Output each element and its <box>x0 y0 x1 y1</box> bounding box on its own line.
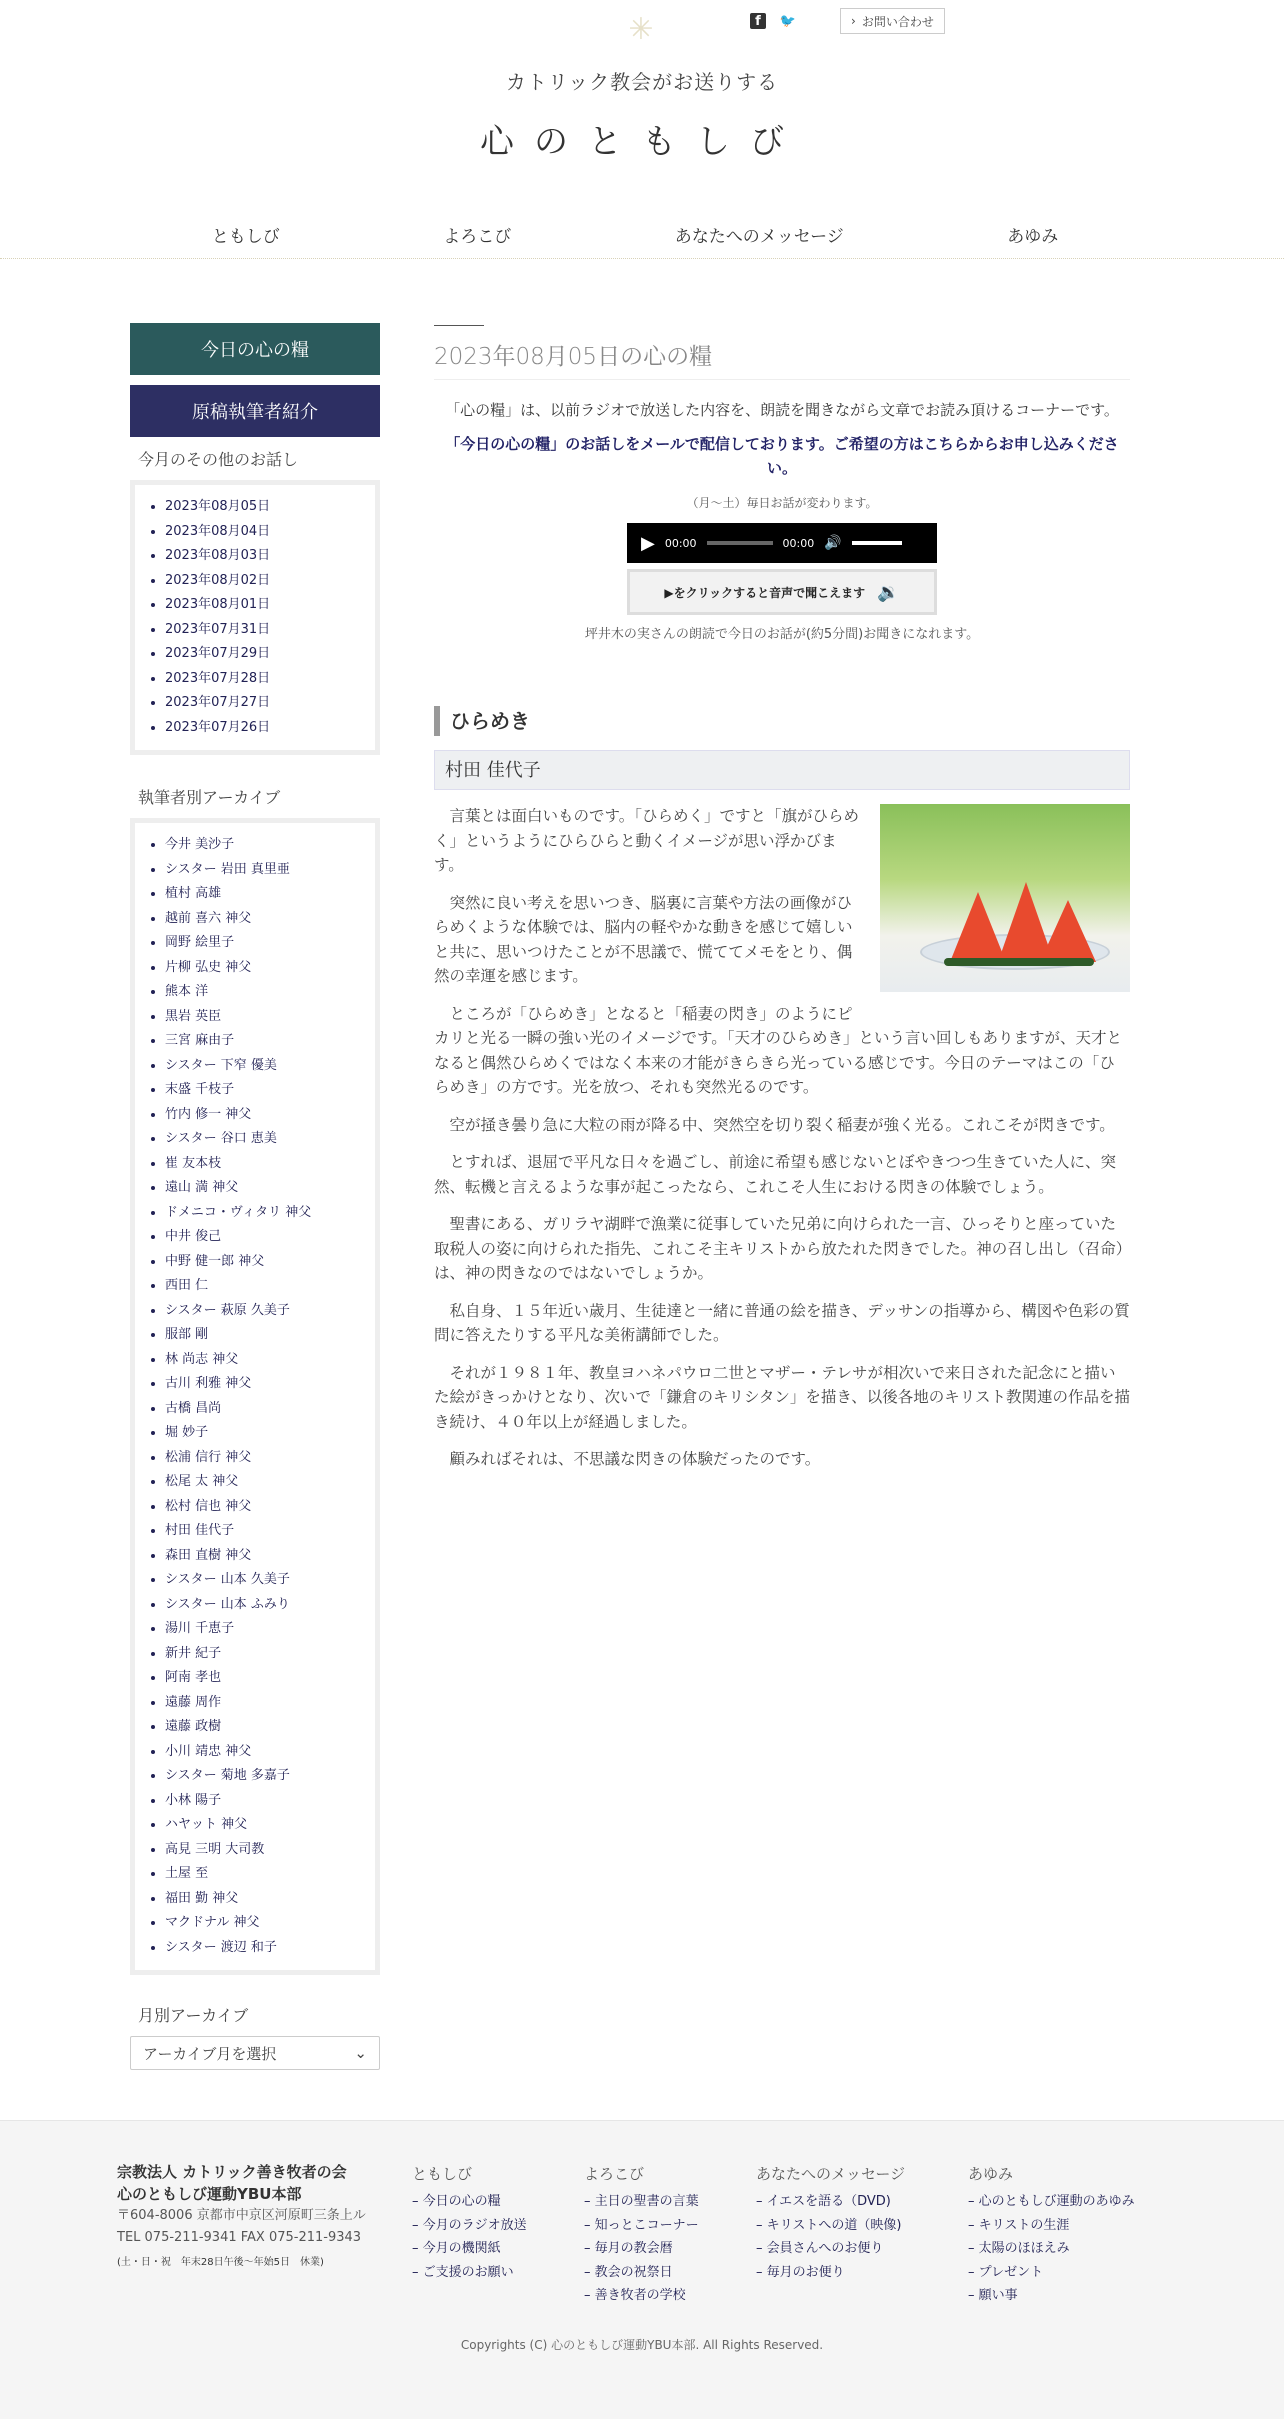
author-link[interactable]: • 小川 靖忠 神父 <box>165 1740 365 1765</box>
today-kokoro-button[interactable]: 今日の心の糧 <box>130 323 380 375</box>
author-link[interactable]: • 植村 高雄 <box>165 882 365 907</box>
footer-list <box>968 2190 1135 2308</box>
footer-list <box>412 2190 527 2284</box>
footer-link[interactable]: – 今月の機関紙 <box>412 2241 501 2256</box>
footer-link[interactable]: – 心のともしび運動のあゆみ <box>968 2194 1135 2209</box>
site-title[interactable]: 心のともしび <box>480 122 804 162</box>
footer-link[interactable]: – 毎月の教会暦 <box>584 2241 673 2256</box>
author-link[interactable]: • 森田 直樹 神父 <box>165 1544 365 1569</box>
author-link[interactable]: • 黒岩 英臣 <box>165 1005 365 1030</box>
footer-col-title[interactable]: よろこび <box>584 2165 645 2183</box>
nav-item-ayumi[interactable]: あゆみ <box>1007 227 1059 247</box>
footer-link[interactable]: – 願い事 <box>968 2288 1018 2303</box>
footer-list <box>584 2190 699 2308</box>
footer-link[interactable]: – イエスを語る（DVD) <box>756 2194 891 2209</box>
author-link[interactable]: • 新井 紀子 <box>165 1642 365 1667</box>
article-paragraph: 聖書にある、ガリラヤ湖畔で漁業に従事していた兄弟に向けられた一言、ひっそりと座っていた取税人の姿に向けられた指先、これこそ主キリストから放たれた閃きでした。神の召し出し（召命）は、神の閃きなのではないでしょうか。 <box>434 1215 1124 1282</box>
contact-label: お問い合わせ <box>861 14 934 29</box>
sidebar <box>130 323 380 2070</box>
star-logo-icon: ✳ <box>628 12 654 47</box>
author-link[interactable]: • 西田 仁 <box>165 1274 365 1299</box>
author-link[interactable]: • 福田 勤 神父 <box>165 1887 365 1912</box>
author-link[interactable]: • シスター 渡辺 和子 <box>165 1936 365 1961</box>
listen-hint-box <box>627 569 937 615</box>
author-link[interactable]: • 岡野 絵里子 <box>165 931 365 956</box>
date-link[interactable]: • 2023年07月29日 <box>165 642 365 667</box>
author-link[interactable]: • 服部 剛 <box>165 1323 365 1348</box>
month-archive-select[interactable] <box>130 2036 380 2070</box>
twitter-icon[interactable]: 🐦 <box>779 13 797 29</box>
reader-note: 坪井木の実さんの朗読で今日のお話が(約5分間)お聞きになれます。 <box>584 627 980 642</box>
date-link[interactable]: • 2023年07月31日 <box>165 618 365 643</box>
nav-item-yorokobi[interactable]: よろこび <box>443 227 512 247</box>
author-list <box>165 833 365 1960</box>
author-link[interactable]: • 村田 佳代子 <box>165 1519 365 1544</box>
footer-link[interactable]: – 太陽のほほえみ <box>968 2241 1070 2256</box>
footer-col-yorokobi <box>584 2163 699 2308</box>
date-link[interactable]: • 2023年07月28日 <box>165 667 365 692</box>
nav-item-message[interactable]: あなたへのメッセージ <box>674 227 844 247</box>
author-link[interactable]: • 熊本 洋 <box>165 980 365 1005</box>
org-name: 宗教法人 カトリック善き牧者の会 <box>117 2163 347 2181</box>
watermelon-slice <box>1040 900 1096 962</box>
article-paragraph: 顧みればそれは、不思議な閃きの体験だったのです。 <box>449 1450 821 1468</box>
article-paragraph: 空が掻き曇り急に大粒の雨が降る中、突然空を切り裂く稲妻が強く光る。これこそが閃きです。 <box>449 1115 1115 1134</box>
footer-link[interactable]: – プレゼント <box>968 2264 1044 2280</box>
author-name: 村田 佳代子 <box>434 750 1130 790</box>
footer-col-ayumi <box>968 2163 1135 2308</box>
chevron-right-icon: › <box>851 14 856 28</box>
month-archive-heading: 月別アーカイブ <box>138 2006 249 2025</box>
footer-link[interactable]: – 会員さんへのお便り <box>756 2241 884 2256</box>
author-list-box <box>130 818 380 1975</box>
global-nav <box>130 222 1140 252</box>
article-paragraph: 私自身、１５年近い歳月、生徒達と一緒に普通の絵を描き、デッサンの指導から、構図や色彩の質問に答えたりする平凡な美術講師でした。 <box>434 1301 1130 1344</box>
author-link[interactable]: • 湯川 千恵子 <box>165 1617 365 1642</box>
author-link[interactable]: • 遠藤 周作 <box>165 1691 365 1716</box>
author-link[interactable]: • 林 尚志 神父 <box>165 1348 365 1373</box>
author-link[interactable]: • 今井 美沙子 <box>165 833 365 858</box>
author-link[interactable]: • 松尾 太 神父 <box>165 1470 365 1495</box>
footer-link[interactable]: – キリストへの道（映像) <box>756 2217 902 2233</box>
author-link[interactable]: • 片柳 弘史 神父 <box>165 956 365 981</box>
author-link[interactable]: • 松村 信也 神父 <box>165 1495 365 1520</box>
author-link[interactable]: • 竹内 修一 神父 <box>165 1103 365 1128</box>
date-link[interactable]: • 2023年07月26日 <box>165 716 365 741</box>
author-link[interactable]: • 小林 陽子 <box>165 1789 365 1814</box>
author-link[interactable]: • 中井 俊己 <box>165 1225 365 1250</box>
volume-slider[interactable] <box>852 541 902 545</box>
date-list-box <box>130 480 380 755</box>
article-paragraph: ところが「ひらめき」となると「稲妻の閃き」のようにピカリと光る一瞬の強い光のイメージです。「天才のひらめき」という言い回しもありますが、天才となると偶然ひらめくではなく本来の才能がきらきら光っている感じです。今日のテーマはこの「ひらめき」の方です。光を放つ、それも突然光るのです。 <box>434 1004 1123 1096</box>
article-body <box>434 804 1130 1472</box>
date-link[interactable]: • 2023年07月27日 <box>165 691 365 716</box>
author-link[interactable]: • シスター 山本 ふみり <box>165 1593 365 1618</box>
page-title: 2023年08月05日の心の糧 <box>434 338 1130 380</box>
article-paragraph: 言葉とは面白いものです。「ひらめく」ですと「旗がひらめく」というようにひらひらと動くイメージが思い浮かびます。 <box>434 807 860 874</box>
audio-player <box>627 523 937 563</box>
author-link[interactable]: • ハヤット 神父 <box>165 1813 365 1838</box>
author-link[interactable]: • マクドナル 神父 <box>165 1911 365 1936</box>
footer-link[interactable]: – 今日の心の糧 <box>412 2194 501 2209</box>
article-heading: ひらめき <box>434 706 1130 736</box>
mail-signup-link[interactable]: 「今日の心の糧」のお話しをメールで配信しております。ご希望の方はこちらからお申し込みください。 <box>445 435 1119 477</box>
nav-divider <box>0 258 1284 259</box>
footer-org <box>117 2161 397 2268</box>
nav-item-tomoshibi[interactable]: ともしび <box>211 227 280 247</box>
article-paragraph: 突然に良い考えを思いつき、脳裏に言葉や方法の画像がひらめくような体験では、脳内の軽やかな動きを感じて嬉しいと共に、思いつけたことが不思議で、慌ててメモをとり、偶然の幸運を感じます。 <box>434 893 853 985</box>
footer-col-title[interactable]: あゆみ <box>968 2165 1014 2183</box>
chevron-down-icon: ⌄ <box>354 2044 367 2062</box>
author-archive-heading: 執筆者別アーカイブ <box>138 788 281 807</box>
org-subname: 心のともしび運動YBU本部 <box>117 2185 302 2203</box>
date-link[interactable]: • 2023年08月02日 <box>165 569 365 594</box>
footer-link[interactable]: – 教会の祝祭日 <box>584 2264 673 2280</box>
footer-col-message <box>756 2163 905 2284</box>
org-hours: (土・日・祝 年末28日午後〜年始5日 休業) <box>117 2257 324 2268</box>
date-list <box>165 495 365 740</box>
author-link[interactable]: • 土屋 至 <box>165 1862 365 1887</box>
footer-link[interactable]: – 知っとこコーナー <box>584 2217 699 2233</box>
author-link[interactable]: • 末盛 千枝子 <box>165 1078 365 1103</box>
author-link[interactable]: • 中野 健一郎 神父 <box>165 1250 365 1275</box>
footer-link[interactable]: – ご支援のお願い <box>412 2264 514 2280</box>
author-link[interactable]: • 堀 妙子 <box>165 1421 365 1446</box>
footer-col-title[interactable]: ともしび <box>412 2165 473 2183</box>
author-link[interactable]: • シスター 岩田 真里亜 <box>165 858 365 883</box>
intro-text: 「心の糧」は、以前ラジオで放送した内容を、朗読を聞きながら文章でお読み頂けるコーナーです。 <box>445 401 1119 419</box>
article-paragraph: とすれば、退屈で平凡な日々を過ごし、前途に希望も感じないとぼやきつつ生きていた人に、突然、転機と言えるような事が起こったなら、これこそ人生における閃きの体験でしょう。 <box>434 1153 1117 1196</box>
top-social-bar <box>750 8 945 34</box>
footer-link[interactable]: – 善き牧者の学校 <box>584 2288 686 2303</box>
facebook-icon[interactable]: f <box>750 13 766 29</box>
volume-icon[interactable]: 🔊 <box>824 535 842 551</box>
article-paragraph: それが１９８１年、教皇ヨハネパウロ二世とマザー・テレサが相次いで来日された記念にと描いた絵がきっかけとなり、次いで「鎌倉のキリシタン」を描き、以後各地のキリスト教関連の作品を描き続け、４０年以上が経過しました。 <box>434 1363 1130 1431</box>
title-rule <box>434 325 484 326</box>
author-link[interactable]: • 三宮 麻由子 <box>165 1029 365 1054</box>
month-select-value: アーカイブ月を選択 <box>143 2044 277 2063</box>
author-link[interactable]: • シスター 山本 久美子 <box>165 1568 365 1593</box>
seek-bar[interactable] <box>707 541 773 545</box>
other-social-icon[interactable] <box>810 13 826 29</box>
speaker-icon: 🔉 <box>877 581 900 603</box>
org-phone: TEL 075-211-9341 FAX 075-211-9343 <box>117 2230 362 2245</box>
footer <box>0 2120 1284 2419</box>
author-link[interactable]: • 遠山 満 神父 <box>165 1176 365 1201</box>
duration-time: 00:00 <box>782 536 815 550</box>
other-talks-heading: 今月のその他のお話し <box>138 450 299 469</box>
author-link[interactable]: • 崔 友本枝 <box>165 1152 365 1177</box>
author-link[interactable]: • 松浦 信行 神父 <box>165 1446 365 1471</box>
date-link[interactable]: • 2023年08月05日 <box>165 495 365 520</box>
author-link[interactable]: • 越前 喜六 神父 <box>165 907 365 932</box>
footer-list <box>756 2190 905 2284</box>
listen-hint-text: ▶をクリックすると音声で聞こえます <box>664 585 866 600</box>
author-link[interactable]: • シスター 下窄 優美 <box>165 1054 365 1079</box>
footer-link[interactable]: – 毎月のお便り <box>756 2264 845 2280</box>
watermelon-rind <box>944 958 1094 966</box>
copyright: Copyrights (C) 心のともしび運動YBU本部. All Rights Reserved. <box>460 2338 824 2352</box>
author-link[interactable]: • 高見 三明 大司教 <box>165 1838 365 1863</box>
date-link[interactable]: • 2023年08月03日 <box>165 544 365 569</box>
date-link[interactable]: • 2023年08月04日 <box>165 520 365 545</box>
footer-col-title[interactable]: あなたへのメッセージ <box>756 2165 906 2183</box>
footer-link[interactable]: – 今月のラジオ放送 <box>412 2217 527 2233</box>
watermelon-photo <box>880 804 1130 992</box>
footer-link[interactable]: – キリストの生涯 <box>968 2217 1070 2233</box>
author-link[interactable]: • ドメニコ・ヴィタリ 神父 <box>165 1201 365 1226</box>
footer-col-tomoshibi <box>412 2163 527 2284</box>
writers-intro-button[interactable]: 原稿執筆者紹介 <box>130 385 380 437</box>
org-address: 〒604-8006 京都市中京区河原町三条上ル <box>117 2208 366 2223</box>
author-link[interactable]: • シスター 萩原 久美子 <box>165 1299 365 1324</box>
author-link[interactable]: • シスター 菊地 多嘉子 <box>165 1764 365 1789</box>
author-link[interactable]: • 阿南 孝也 <box>165 1666 365 1691</box>
current-time: 00:00 <box>664 536 697 550</box>
author-link[interactable]: • 遠藤 政樹 <box>165 1715 365 1740</box>
author-link[interactable]: • シスター 谷口 恵美 <box>165 1127 365 1152</box>
author-link[interactable]: • 古川 利雅 神父 <box>165 1372 365 1397</box>
main-content <box>434 325 1130 1485</box>
author-link[interactable]: • 古橋 昌尚 <box>165 1397 365 1422</box>
footer-link[interactable]: – 主日の聖書の言葉 <box>584 2194 699 2209</box>
date-link[interactable]: • 2023年08月01日 <box>165 593 365 618</box>
contact-button[interactable] <box>840 8 945 34</box>
site-tagline: カトリック教会がお送りする <box>505 70 779 94</box>
schedule-note: （月〜土）毎日お話が変わります。 <box>686 496 878 510</box>
play-icon[interactable]: ▶ <box>641 532 655 554</box>
